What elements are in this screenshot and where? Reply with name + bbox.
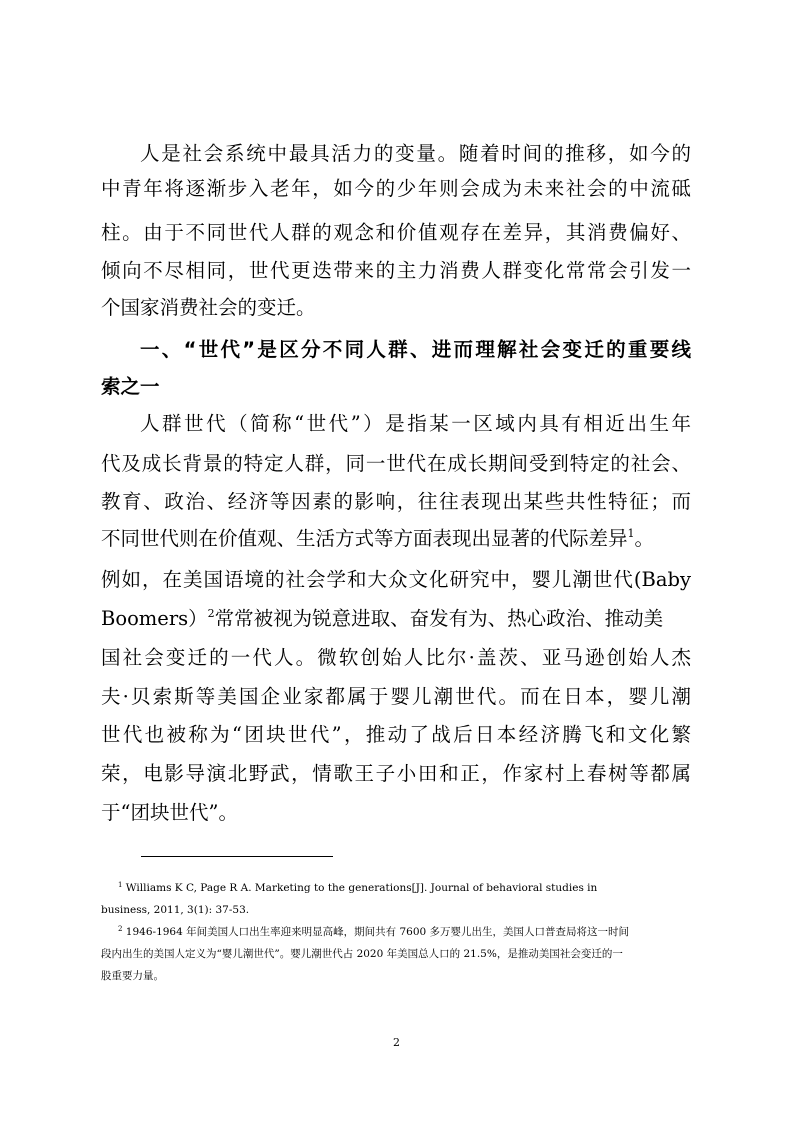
footnote-line [118, 881, 691, 895]
body-paragraph-line: 个国家消费社会的变迁。 [101, 296, 316, 319]
footnote-separator [141, 856, 333, 857]
body-paragraph-line [101, 526, 691, 552]
footnote-reference: 2 [207, 607, 215, 620]
body-text: 。 [634, 527, 655, 550]
section-heading: 一、“世代”是区分不同人群、进而理解社会变迁的重要线 [140, 338, 691, 361]
body-paragraph-line: 于“团块世代”。 [101, 801, 238, 824]
body-paragraph-line: 人是社会系统中最具活力的变量。随着时间的推移，如今的 [140, 142, 691, 165]
footnote-line [118, 925, 691, 939]
body-paragraph-line: 人群世代（简称“世代”）是指某一区域内具有相近出生年 [140, 412, 691, 435]
body-paragraph-line: 倾向不尽相同，世代更迭带来的主力消费人群变化常常会引发一 [101, 259, 691, 282]
body-paragraph-line: 荣，电影导演北野武，情歌王子小田和正，作家村上春树等都属 [101, 762, 691, 785]
body-text: Boomers） [101, 607, 208, 630]
footnote-mark: 2 [118, 925, 123, 933]
body-paragraph-line: 夫·贝索斯等美国企业家都属于婴儿潮世代。而在日本，婴儿潮 [101, 685, 691, 708]
footnote-mark: 1 [118, 881, 123, 889]
body-paragraph-line: 例如，在美国语境的社会学和大众文化研究中，婴儿潮世代(Baby [101, 568, 691, 591]
body-paragraph-line: 世代也被称为“团块世代”，推动了战后日本经济腾飞和文化繁 [101, 723, 691, 746]
body-paragraph-line: 教育、政治、经济等因素的影响，往往表现出某些共性特征；而 [101, 490, 691, 513]
footnote-line: business, 2011, 3(1): 37-53. [101, 904, 250, 916]
body-paragraph-line: 国社会变迁的一代人。微软创始人比尔·盖茨、亚马逊创始人杰 [101, 646, 691, 669]
body-paragraph-line: 代及成长背景的特定人群，同一世代在成长期间受到特定的社会、 [101, 452, 691, 475]
body-text: 不同世代则在价值观、生活方式等方面表现出显著的代际差异 [101, 527, 628, 550]
footnote-text: 1946-1964 年间美国人口出生率迎来明显高峰，期间共有 7600 多万婴儿出生，美国人口普查局将这一时间 [122, 926, 630, 938]
footnote-text: Williams K C, Page R A. Marketing to the generations[J]. Journal of behavioral studies in [122, 882, 598, 894]
body-paragraph-line: 柱。由于不同世代人群的观念和价值观存在差异，其消费偏好、 [101, 221, 691, 244]
body-paragraph-line [101, 606, 691, 632]
page-number: 2 [393, 1036, 400, 1049]
section-heading: 索之一 [101, 375, 160, 398]
footnote-line: 股重要力量。 [101, 970, 164, 982]
footnote-line: 段内出生的美国人定义为“婴儿潮世代”。婴儿潮世代占 2020 年美国总人口的 21.5%，是推动美国社会变迁的一 [101, 948, 623, 960]
footnote-reference: 1 [627, 527, 635, 540]
body-text: 常常被视为锐意进取、奋发有为、热心政治、推动美 [214, 607, 664, 630]
body-paragraph-line: 中青年将逐渐步入老年，如今的少年则会成为未来社会的中流砥 [101, 177, 691, 200]
